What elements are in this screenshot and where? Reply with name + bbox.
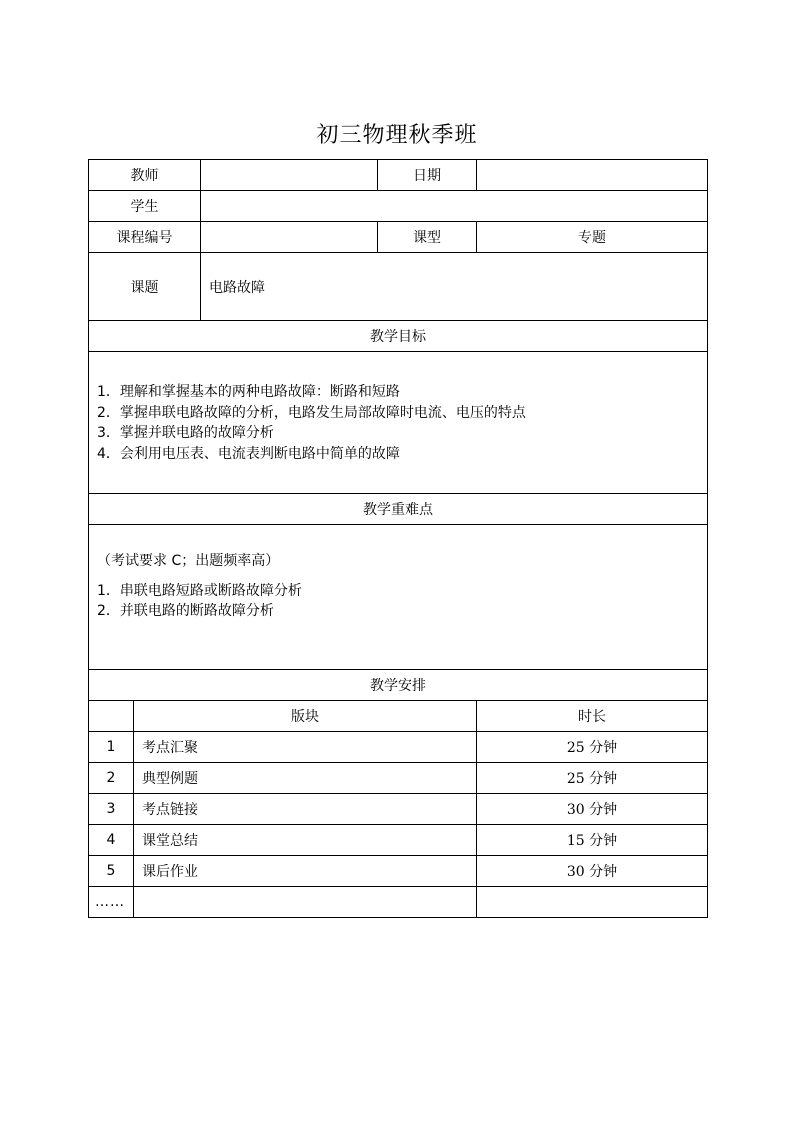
key-points-note: （考试要求 C；出题频率高） [97, 553, 280, 569]
row-duration: 30 分钟 [477, 794, 708, 825]
course-type-value: 专题 [477, 222, 708, 253]
student-row [89, 191, 708, 222]
course-row [89, 222, 708, 253]
schedule-columns-row [89, 701, 708, 732]
key-points-list [89, 525, 708, 670]
course-code-label: 课程编号 [89, 222, 201, 253]
row-section-empty [134, 887, 477, 918]
row-section: 典型例题 [134, 763, 477, 794]
objectives-header: 教学目标 [89, 321, 708, 352]
teacher-value[interactable] [201, 160, 378, 191]
teacher-row [89, 160, 708, 191]
key-points-header-row [89, 494, 708, 525]
objective-item: 4．会利用电压表、电流表判断电路中简单的故障 [97, 445, 400, 462]
schedule-num-header [89, 701, 134, 732]
row-section: 考点汇聚 [134, 732, 477, 763]
lesson-plan-table [88, 159, 708, 918]
row-number: 3 [89, 794, 134, 825]
date-value[interactable] [477, 160, 708, 191]
row-number: 1 [89, 732, 134, 763]
objective-item: 2．掌握串联电路故障的分析，电路发生局部故障时电流、电压的特点 [97, 404, 526, 421]
course-type-label: 课型 [378, 222, 477, 253]
table-row-more [89, 887, 708, 918]
objective-item: 3．掌握并联电路的故障分析 [97, 425, 274, 441]
teacher-label: 教师 [89, 160, 201, 191]
key-point-item: 2．并联电路的断路故障分析 [97, 603, 274, 619]
table-row [89, 732, 708, 763]
course-code-value[interactable] [201, 222, 378, 253]
row-number: 4 [89, 825, 134, 856]
schedule-header-row [89, 670, 708, 701]
topic-value: 电路故障 [201, 253, 708, 321]
topic-label: 课题 [89, 253, 201, 321]
topic-row [89, 253, 708, 321]
row-duration: 25 分钟 [477, 763, 708, 794]
key-point-item: 1．串联电路短路或断路故障分析 [97, 582, 302, 599]
row-number: 5 [89, 856, 134, 887]
table-row [89, 794, 708, 825]
row-section: 考点链接 [134, 794, 477, 825]
schedule-section-header: 版块 [134, 701, 477, 732]
row-section: 课堂总结 [134, 825, 477, 856]
key-points-body-row [89, 525, 708, 670]
objective-item: 1．理解和掌握基本的两种电路故障：断路和短路 [97, 384, 400, 400]
row-duration: 30 分钟 [477, 856, 708, 887]
row-duration: 25 分钟 [477, 732, 708, 763]
student-label: 学生 [89, 191, 201, 222]
table-row [89, 763, 708, 794]
table-row [89, 856, 708, 887]
row-duration: 15 分钟 [477, 825, 708, 856]
more-rows-indicator: …… [89, 887, 134, 918]
page-title: 初三物理秋季班 [316, 123, 478, 148]
table-row [89, 825, 708, 856]
schedule-header: 教学安排 [89, 670, 708, 701]
key-points-header: 教学重难点 [89, 494, 708, 525]
objectives-header-row [89, 321, 708, 352]
row-number: 2 [89, 763, 134, 794]
date-label: 日期 [378, 160, 477, 191]
student-value[interactable] [201, 191, 708, 222]
objectives-list [89, 352, 708, 494]
schedule-duration-header: 时长 [477, 701, 708, 732]
row-duration-empty [477, 887, 708, 918]
row-section: 课后作业 [134, 856, 477, 887]
objectives-body-row [89, 352, 708, 494]
